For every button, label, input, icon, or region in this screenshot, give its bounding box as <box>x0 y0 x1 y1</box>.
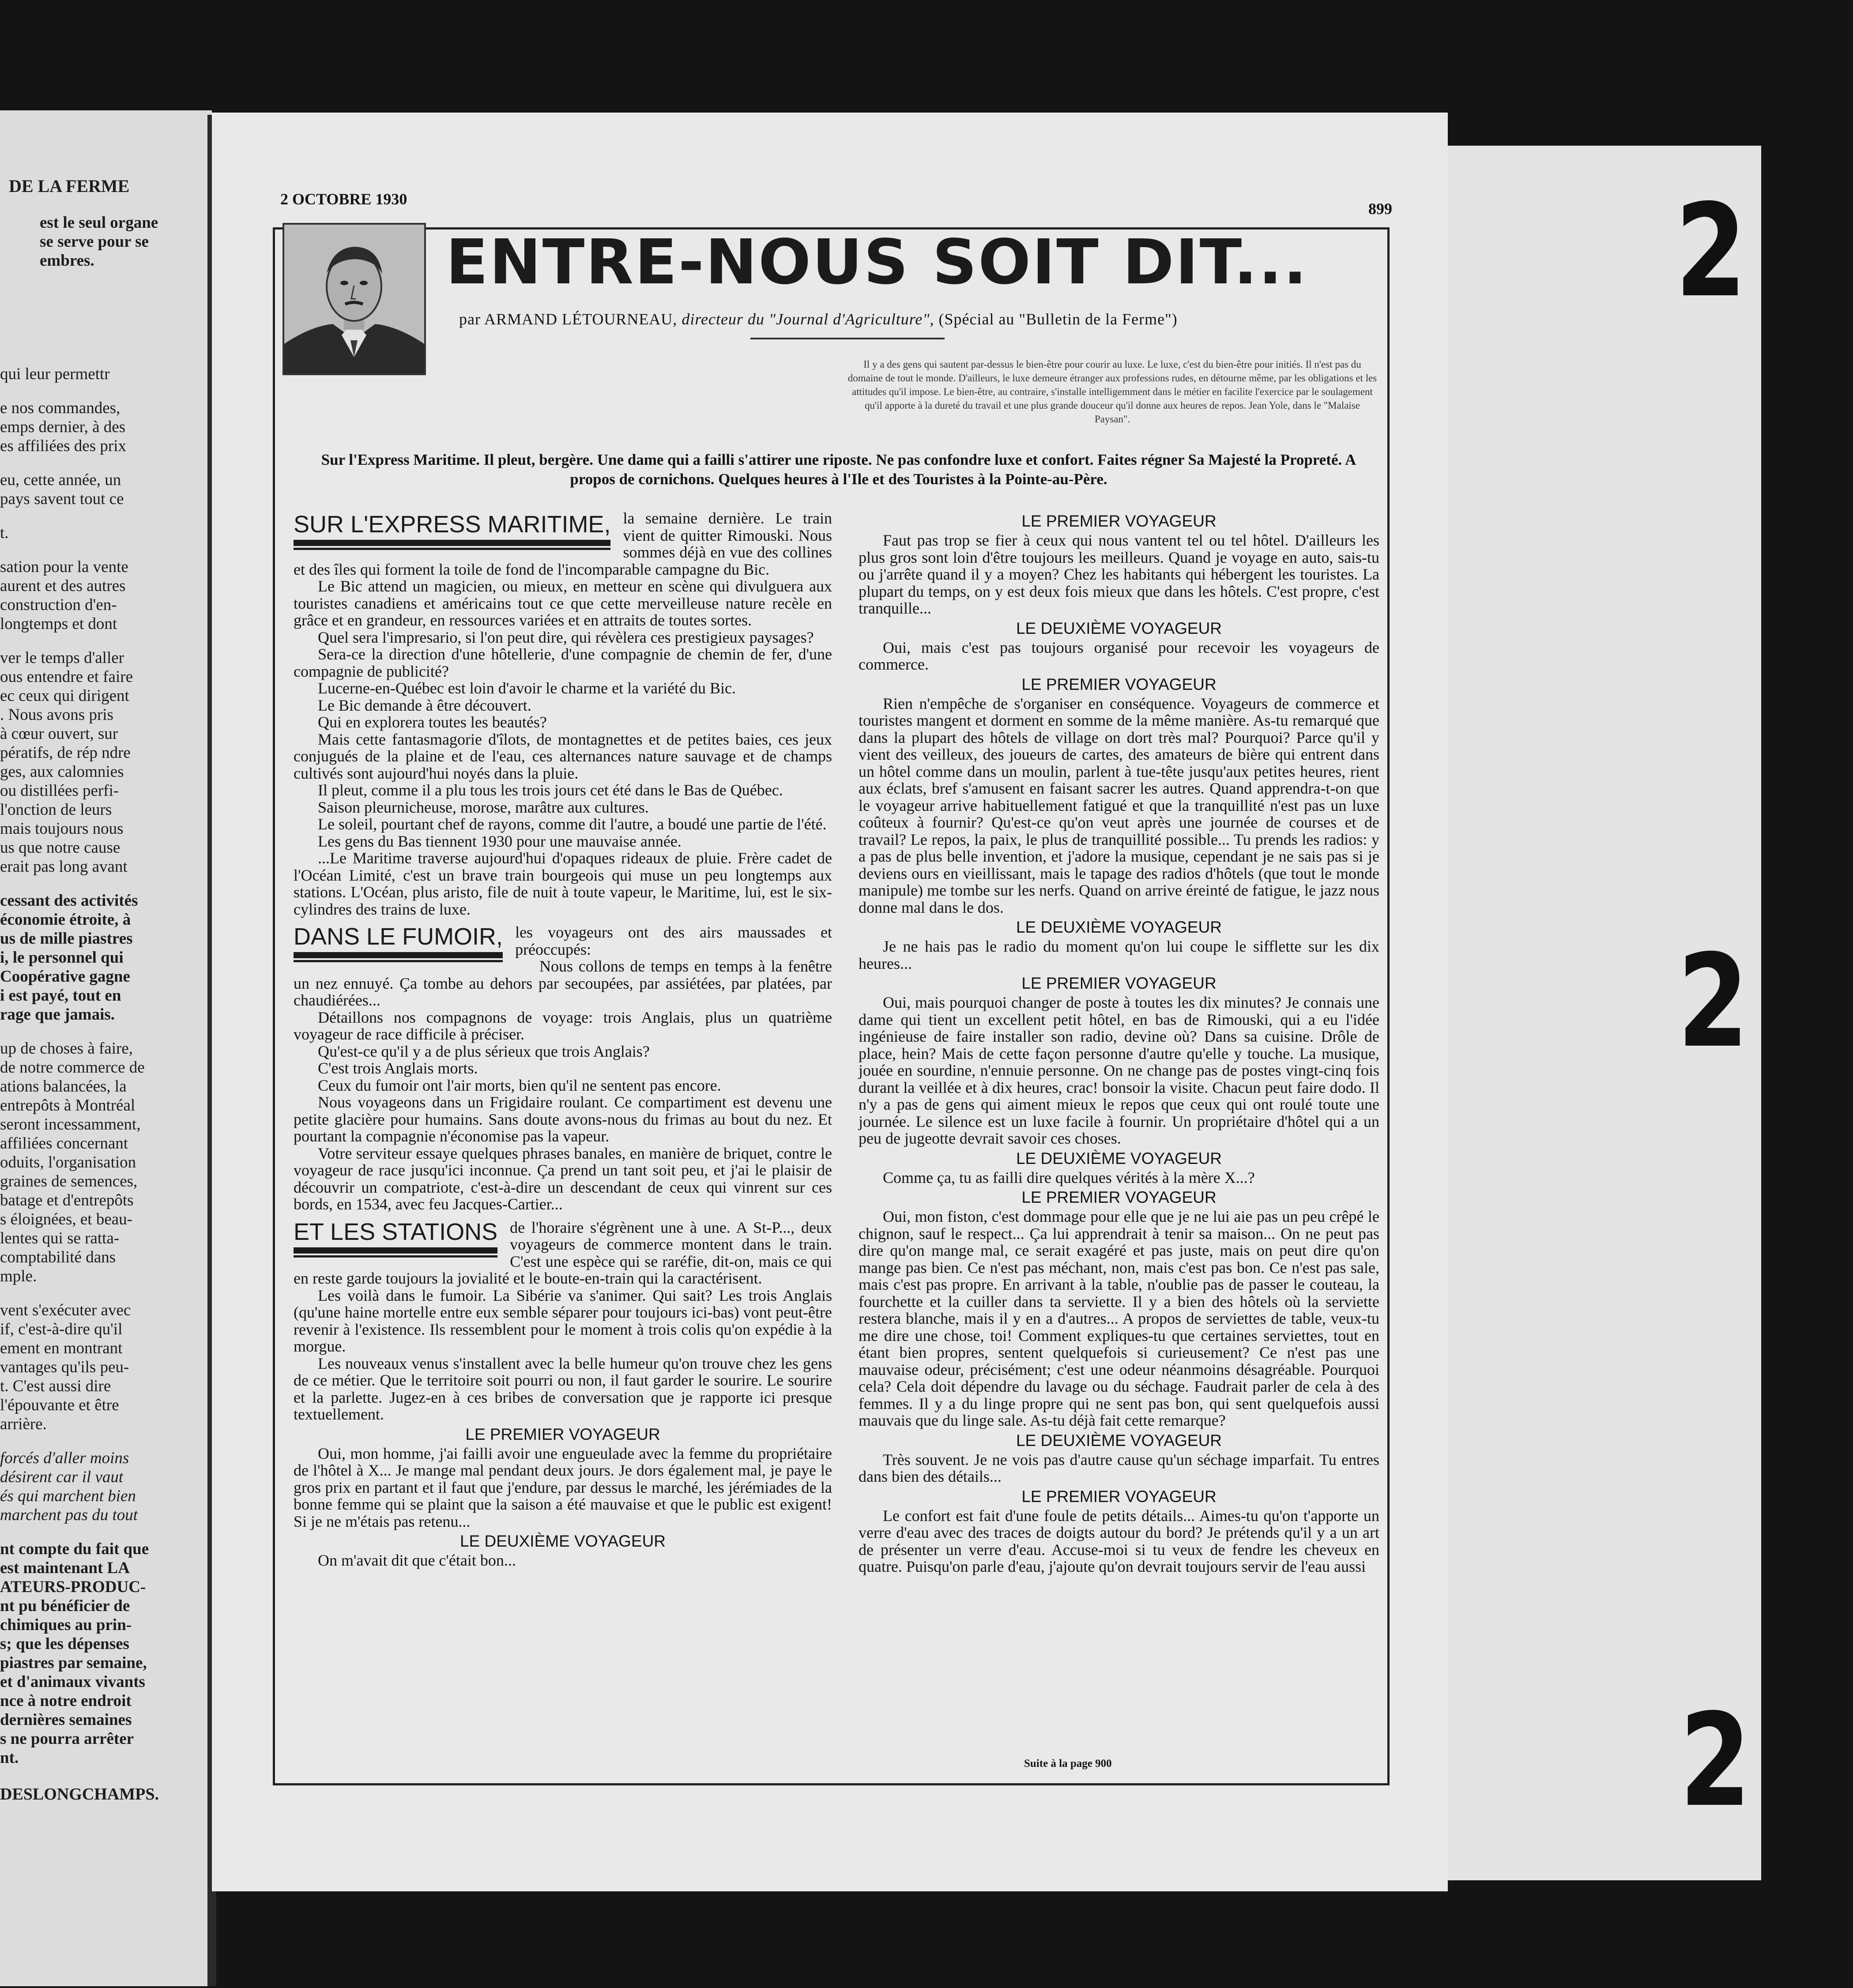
paragraph: Le Bic attend un magicien, ou mieux, en metteur en scène qui divulguera aux touristes canadiens et américains tout ce que cette merveilleuse nature recèle en grâce et en grandeur, en ressources variées et en attraits de toutes sortes. <box>294 577 832 629</box>
continued-note: Suite à la page 900 <box>1024 1758 1112 1770</box>
byline-author: par ARMAND LÉTOURNEAU, <box>459 310 678 328</box>
paragraph: Nous collons de temps en temps à la fenêtre un nez ennuyé. Ça tombe au dehors par secoupées, par assiétées, par platées, par chaudiérées... <box>294 957 832 1009</box>
page-number: 899 <box>1368 200 1392 218</box>
paragraph: Faut pas trop se fier à ceux qui nous vantent tel ou tel hôtel. D'ailleurs les plus gros sont loin d'être toujours les meilleurs. Quand je voyage en auto, sais-tu ou j'arrête quand il y a moyen? Chez les habitants qui hébergent les touristes. La plupart du temps, on y est deux fois mieux que dans les hôtels. C'est propre, c'est tranquille... <box>859 531 1379 617</box>
previous-page-text: vent s'exécuter avec if, c'est-à-dire qu'il ement en montrant vantages qu'ils peu- t. C'est aussi dire l'épouvante et être arrière. <box>0 1301 131 1433</box>
film-frame-number: 2 <box>1677 927 1749 1076</box>
previous-page-text: up de choses à faire, de notre commerce de ations balancées, la entrepôts à Montréal seront incessamment, affiliées concernant oduits, l'organisation graines de semences, batage et d'entrepôts s éloignées, et beau- lentes qui se ratta- comptabilité dans mple. <box>0 1039 145 1285</box>
paragraph: Qui en explorera toutes les beautés? <box>318 713 547 731</box>
paragraph: Le Bic demande à être découvert. <box>318 696 531 714</box>
paragraph: Comme ça, tu as failli dire quelques vérités à la mère X...? <box>883 1168 1255 1186</box>
paragraph: les voyageurs ont des airs maussades et préoccupés: <box>515 923 832 958</box>
paragraph: Oui, mais pourquoi changer de poste à toutes les dix minutes? Je connais une dame qui tient un excellent petit hôtel, en bas de Rimouski, qui a eu l'idée ingénieuse de faire installer son radio, devine où? Dans sa cuisine. Drôle de place, hein? Mais de cette façon personne d'autre qu'elle y touche. La musique, jouée en sourdine, n'ennuie personne. On ne change pas de postes vingt-cinq fois durant la veillée et à dix heures, crac! bonsoir la visite. Chacun peut faire dodo. Il n'y a pas de gens qui aiment mieux le repos que ceux qui ont roulé toute une journée. Le silence est un luxe facile à fournir. Un propriétaire d'hôtel qui a un peu de jugeotte devrait savoir ces choses. <box>859 994 1379 1147</box>
paragraph: On m'avait dit que c'était bon... <box>318 1551 516 1569</box>
article-title: ENTRE-NOUS SOIT DIT... <box>446 226 1308 298</box>
previous-page-column <box>0 177 207 1810</box>
issue-date: 2 OCTOBRE 1930 <box>280 190 407 208</box>
byline-rule <box>750 338 945 339</box>
article-column-left <box>294 510 832 1569</box>
previous-page-text: eu, cette année, un pays savent tout ce <box>0 471 124 508</box>
previous-page-text: est le seul organe se serve pour se embres. <box>40 214 158 270</box>
speaker-label: LE PREMIER VOYAGEUR <box>1021 512 1217 530</box>
byline-role: directeur du "Journal d'Agriculture", <box>682 310 934 328</box>
previous-page-text: e nos commandes, emps dernier, à des es affiliées des prix <box>0 399 126 455</box>
paragraph: Les gens du Bas tiennent 1930 pour une mauvaise année. <box>318 832 682 850</box>
paragraph: Très souvent. Je ne vois pas d'autre cause qu'un séchage imparfait. Tu entres dans bien des détails... <box>859 1450 1379 1485</box>
section-rule <box>294 952 503 958</box>
section-heading-fumoir: DANS LE FUMOIR, <box>294 924 503 962</box>
paragraph: Oui, mon homme, j'ai failli avoir une engueulade avec la femme du propriétaire de l'hôtel à X... Je mange mal pendant deux jours. Je dors également mal, je paye le gros prix en partant et il faut que j'endure, par dessus le marché, les jérémiades de la bonne femme qui se plaint que la saison a été mauvaise et que le public est exigent! Si je ne m'étais pas retenu... <box>294 1444 832 1530</box>
section-heading-express: SUR L'EXPRESS MARITIME, <box>294 512 610 550</box>
speaker-label: LE DEUXIÈME VOYAGEUR <box>1016 1431 1222 1450</box>
paragraph: de l'horaire s'égrènent une à une. A St-P..., deux voyageurs de commerce montent dans le train. C'est une espèce qui se raréfie, dit-on, mais ce qui en reste garde toujours la jovialité et le boute-en-train qui la caractérisent. <box>294 1218 832 1287</box>
paragraph: Saison pleurnicheuse, morose, marâtre aux cultures. <box>318 798 649 816</box>
paragraph: Lucerne-en-Québec est loin d'avoir le charme et la variété du Bic. <box>318 679 736 697</box>
paragraph: Rien n'empêche de s'organiser en conséquence. Voyageurs de commerce et touristes mangent et dorment en somme de la même manière. As-tu remarqué que dans la plupart des hôtels de village on dort très mal? Pourquoi? Parce qu'il y vient des veilleux, des joueurs de cartes, des amateurs de bière qui entrent dans un hôtel comme dans un moulin, parlent à tue-tête jusqu'aux petites heures, rient aux éclats, bref s'amusent en faisant sacrer les autres. Quand apprendra-t-on que le voyageur arrive habituellement fatigué et que la tranquillité n'est pas un luxe coûteux à fournir? Qu'est-ce qu'on veut après une journée de courses et de travail? Le repos, la paix, le plus de tranquillité possible... Tu prends les radios: y a pas de plus belle invention, et j'adore la musique, cependant je ne sais pas si je deviens ours en vieillissant, mais le tapage des radios d'hôtels (que tout le monde manipule) me tombe sur les nerfs. Quand on arrive éreinté de fatigue, le jazz nous donne mal dans le dos. <box>859 694 1379 916</box>
paragraph: Mais cette fantasmagorie d'îlots, de montagnettes et de petites baies, ces jeux conjugués de la plaine et de l'eau, ces alternances nature sauvage et de champs cultivés sont aujourd'hui noyés dans la pluie. <box>294 730 832 782</box>
paragraph: ...Le Maritime traverse aujourd'hui d'opaques rideaux de pluie. Frère cadet de l'Océan Limité, c'est un brave train bourgeois qui muse un peu longtemps aux stations. L'Océan, plus aristo, file de nuit à toute vapeur, le Maritime, lui, est le six-cylindres des trains de luxe. <box>294 849 832 918</box>
paragraph: C'est trois Anglais morts. <box>318 1059 478 1077</box>
paragraph: Oui, mais c'est pas toujours organisé pour recevoir les voyageurs de commerce. <box>859 638 1379 673</box>
speaker-label: LE PREMIER VOYAGEUR <box>465 1425 660 1443</box>
paragraph: Votre serviteur essaye quelques phrases banales, en manière de briquet, contre le voyageur de race jusqu'ici inconnue. Ça prend un tant soit peu, et j'ai le plaisir de découvrir un compatriote, c'est-à-dire un descendant de ceux qui vinrent sur ces bords, en 1534, avec feu Jacques-Cartier... <box>294 1144 832 1213</box>
paragraph: la semaine dernière. Le train vient de quitter Rimouski. Nous sommes déjà en vue des collines et des îles qui forment la toile de fond de l'incomparable campagne du Bic. <box>294 509 832 578</box>
paragraph: Sera-ce la direction d'une hôtellerie, d'une compagnie de chemin de fer, d'une compagnie de publicité? <box>294 645 832 680</box>
section-rule <box>294 540 610 546</box>
paragraph: Qu'est-ce qu'il y a de plus sérieux que trois Anglais? <box>318 1042 650 1060</box>
epigraph: Il y a des gens qui sautent par-dessus le bien-être pour courir au luxe. Le luxe, c'est du bien-être pour initiés. Il n'est pas du domaine de tout le monde. D'ailleurs, le luxe demeure étranger aux professions rudes, en détourne même, par les obligations et les attitudes qu'il impose. Le bien-être, au contraire, s'installe intelligemment dans le métier en facilite l'exercice par le soulagement qu'il apporte à la dureté du travail et une plus grande douceur qu'il donne aux heures de repos. Jean Yole, dans le "Malaise Paysan". <box>847 359 1377 425</box>
paragraph: Ceux du fumoir ont l'air morts, bien qu'il ne sentent pas encore. <box>318 1076 721 1094</box>
speaker-label: LE DEUXIÈME VOYAGEUR <box>1016 918 1222 936</box>
paragraph: Quel sera l'impresario, si l'on peut dire, qui révèlera ces prestigieux paysages? <box>318 628 814 646</box>
previous-page-text: t. <box>0 524 9 542</box>
section-rule <box>294 1255 497 1258</box>
speaker-label: LE DEUXIÈME VOYAGEUR <box>1016 1149 1222 1167</box>
paragraph: Il pleut, comme il a plu tous les trois jours cet été dans le Bas de Québec. <box>318 781 783 799</box>
previous-page-text: ver le temps d'aller ous entendre et faire ec ceux qui dirigent . Nous avons pris à cœur ouvert, sur pératifs, de rép ndre ges, aux calomnies ou distillées perfi- l'onction de leurs mais toujours nous us que notre cause erait pas long avant <box>0 649 133 876</box>
byline-note: (Spécial au "Bulletin de la Ferme") <box>938 310 1178 328</box>
previous-page-text: cessant des activités économie étroite, à us de mille piastres i, le personnel qui Coopérative gagne i est payé, tout en rage que jamais. <box>0 892 138 1024</box>
previous-page-header: DE LA FERME <box>9 177 130 196</box>
speaker-label: LE DEUXIÈME VOYAGEUR <box>459 1532 666 1550</box>
previous-page-text: nt compte du fait que est maintenant LA ATEURS-PRODUC- nt pu bénéficier de chimiques au prin- s; que les dépenses piastres par semaine, et d'animaux vivants nce à notre endroit dernières semaines s ne pourra arrêter nt. <box>0 1540 149 1767</box>
speaker-label: LE PREMIER VOYAGEUR <box>1021 1487 1217 1506</box>
paragraph: Le soleil, pourtant chef de rayons, comme dit l'autre, a boudé une partie de l'été. <box>318 815 827 833</box>
article-summary: Sur l'Express Maritime. Il pleut, bergère. Une dame qui a failli s'attirer une riposte. Ne pas confondre luxe et confort. Faites régner Sa Majesté la Propreté. A propos de cornichons. Quelques heures à l'Ile et des Touristes à la Pointe-au-Père. <box>321 451 1356 488</box>
paragraph: Détaillons nos compagnons de voyage: trois Anglais, plus un quatrième voyageur de race difficile à préciser. <box>294 1008 832 1043</box>
section-rule <box>294 960 503 962</box>
paragraph: Nous voyageons dans un Frigidaire roulant. Ce compartiment est devenu une petite glacière pour humains. Sans doute avons-nous du frimas au bout du nez. Et pourtant la compagnie n'économise pas la vapeur. <box>294 1093 832 1145</box>
previous-page-signature: DESLONGCHAMPS. <box>0 1785 159 1804</box>
speaker-label: LE PREMIER VOYAGEUR <box>1021 1188 1217 1206</box>
paragraph: Oui, mon fiston, c'est dommage pour elle que je ne lui aie pas un peu crêpé le chignon, sauf le respect... Ça lui apprendrait à tenir sa maison... On ne peut pas dire qu'on mange mal, ce serait exagéré et pas juste, mais on peut dire qu'on mange pas bien. Ce n'est pas méchant, non, mais c'est pas bon. Ce n'est pas sale, mais c'est pas propre. En arrivant à la table, n'oublie pas de passer le couteau, la fourchette et la cuiller dans ta serviette. Il y a bien des hôtels où la serviette restera blanche, mais il y en a d'autres... A propos de serviettes de table, veux-tu me dire une chose, toi! Comment expliques-tu que certaines serviettes, tout en étant bien propres, sentent quelquefois si curieusement? Ce n'est pas une mauvaise odeur, précisément; c'est une odeur néanmoins désagréable. Pourquoi cela? Cela doit dépendre du lavage ou du séchage. Faudrait parler de cela à des femmes. Il y a du linge propre qui ne sent pas bon, qui sent quelquefois aussi mauvais que du linge sale. As-tu déjà fait cette remarque? <box>859 1208 1379 1429</box>
section-rule <box>294 548 610 550</box>
paragraph: Les voilà dans le fumoir. La Sibérie va s'animer. Qui sait? Les trois Anglais (qu'une haine mortelle entre eux semble séparer pour toujours ici-bas) vont peut-être revenir à l'existence. Ils ressemblent pour le moment à trois colis qu'on expédie à la morgue. <box>294 1286 832 1355</box>
film-frame-number: 2 <box>1675 177 1747 326</box>
paragraph: Les nouveaux venus s'installent avec la belle humeur qu'on trouve chez les gens de ce métier. Que le territoire soit pourri ou non, il faut garder le sourire. Le sourire et la parlette. Jugez-en à ces bribes de conversation que je rapporte ici presque textuellement. <box>294 1354 832 1423</box>
portrait-illustration <box>284 225 424 373</box>
article-byline <box>459 310 1368 328</box>
article-column-right <box>859 510 1379 1575</box>
paragraph: Le confort est fait d'une foule de petits détails... Aimes-tu qu'on t'apporte un verre d'eau avec des traces de doigts autour du bord? Je prétends qu'il y a un art de présenter un verre d'eau. Accuse-moi si tu veux de fendre les cheveux en quatre. Puisqu'on parle d'eau, j'ajoute qu'on devrait toujours servir de l'eau aussi <box>859 1506 1379 1575</box>
speaker-label: LE PREMIER VOYAGEUR <box>1021 675 1217 693</box>
previous-page-text: qui leur permettr <box>0 365 110 383</box>
author-portrait <box>282 223 426 375</box>
previous-page-text: sation pour la vente aurent et des autres construction d'en- longtemps et dont <box>0 558 128 633</box>
speaker-label: LE PREMIER VOYAGEUR <box>1021 974 1217 992</box>
paragraph: Je ne hais pas le radio du moment qu'on lui coupe le sifflette sur les dix heures... <box>859 938 1379 972</box>
section-heading-stations: ET LES STATIONS <box>294 1219 497 1258</box>
film-frame-number: 2 <box>1680 1687 1751 1835</box>
speaker-label: LE DEUXIÈME VOYAGEUR <box>1016 619 1222 637</box>
section-rule <box>294 1247 497 1254</box>
previous-page-text: forcés d'aller moins désirent car il vaut és qui marchent bien marchent pas du tout <box>0 1449 138 1524</box>
